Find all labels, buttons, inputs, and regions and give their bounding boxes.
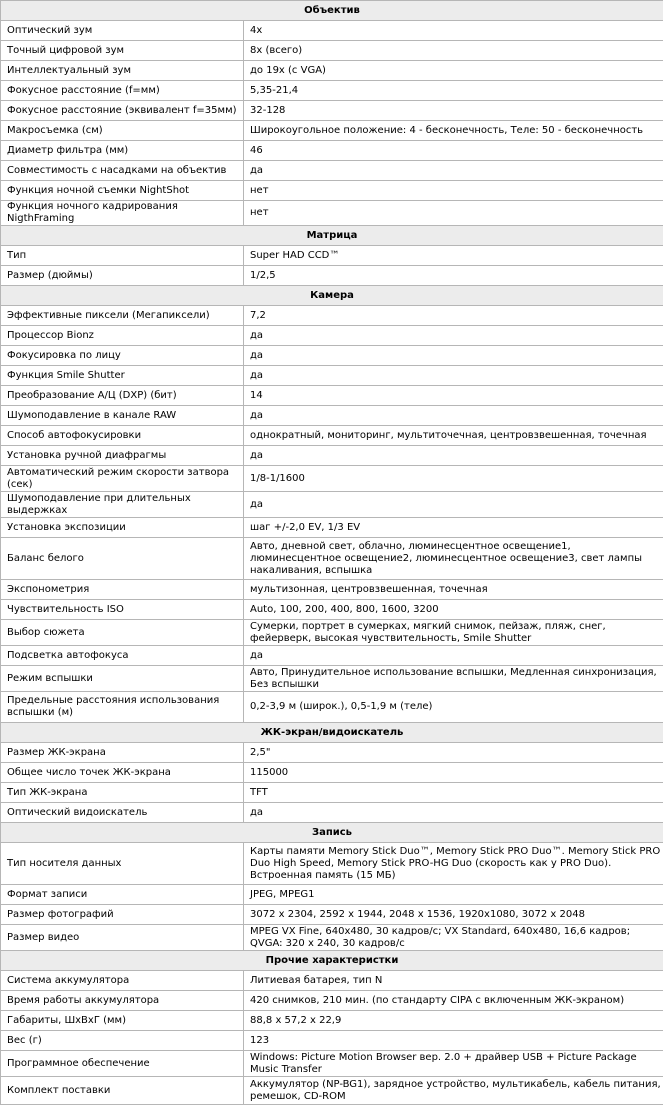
param-value: 88,8 x 57,2 x 22,9 [244, 1011, 663, 1031]
param-name: Оптический видоискатель [1, 803, 244, 823]
param-name: Оптический зум [1, 21, 244, 41]
spec-row [1, 466, 663, 492]
param-name: Процессор Bionz [1, 326, 244, 346]
param-value: 115000 [244, 763, 663, 783]
param-name: Тип носителя данных [1, 843, 244, 885]
param-value: 8x (всего) [244, 41, 663, 61]
param-name: Предельные расстояния использования вспышки (м) [1, 692, 244, 723]
spec-row [1, 41, 663, 61]
param-name: Функция Smile Shutter [1, 366, 244, 386]
param-value: Аккумулятор (NP-BG1), зарядное устройство, мультикабель, кабель питания, ремешок, CD-ROM [244, 1077, 663, 1105]
section-header [1, 1, 663, 21]
param-name: Функция ночного кадрирования NigthFraming [1, 201, 244, 226]
spec-row [1, 161, 663, 181]
param-name: Габариты, ШхВхГ (мм) [1, 1011, 244, 1031]
param-value: да [244, 406, 663, 426]
param-name: Система аккумулятора [1, 971, 244, 991]
param-value: JPEG, MPEG1 [244, 885, 663, 905]
section-header [1, 286, 663, 306]
param-value: да [244, 492, 663, 518]
param-name: Точный цифровой зум [1, 41, 244, 61]
spec-row [1, 743, 663, 763]
param-value: нет [244, 201, 663, 226]
param-value: 123 [244, 1031, 663, 1051]
spec-row [1, 492, 663, 518]
spec-row [1, 925, 663, 951]
spec-row [1, 763, 663, 783]
spec-row [1, 386, 663, 406]
param-name: Преобразование А/Ц (DXP) (бит) [1, 386, 244, 406]
spec-row [1, 121, 663, 141]
spec-row [1, 1051, 663, 1077]
param-name: Диаметр фильтра (мм) [1, 141, 244, 161]
param-value: Super HAD CCD™ [244, 246, 663, 266]
param-name: Фокусное расстояние (эквивалент f=35мм) [1, 101, 244, 121]
param-name: Совместимость с насадками на объектив [1, 161, 244, 181]
section-title: Запись [1, 823, 663, 843]
param-value: до 19x (с VGA) [244, 61, 663, 81]
param-name: Формат записи [1, 885, 244, 905]
param-name: Размер (дюймы) [1, 266, 244, 286]
param-name: Чувствительность ISO [1, 600, 244, 620]
spec-row [1, 646, 663, 666]
section-title: Матрица [1, 226, 663, 246]
param-name: Тип [1, 246, 244, 266]
param-name: Время работы аккумулятора [1, 991, 244, 1011]
param-value: да [244, 366, 663, 386]
param-name: Фокусное расстояние (f=мм) [1, 81, 244, 101]
param-value: да [244, 646, 663, 666]
param-value: 14 [244, 386, 663, 406]
param-name: Установка ручной диафрагмы [1, 446, 244, 466]
spec-row [1, 306, 663, 326]
spec-row [1, 101, 663, 121]
param-name: Шумоподавление при длительных выдержках [1, 492, 244, 518]
param-value: однократный, мониторинг, мультиточечная, центровзвешенная, точечная [244, 426, 663, 446]
spec-row [1, 692, 663, 723]
spec-row [1, 991, 663, 1011]
param-name: Общее число точек ЖК-экрана [1, 763, 244, 783]
param-name: Экспонометрия [1, 580, 244, 600]
section-header [1, 226, 663, 246]
spec-row [1, 1077, 663, 1105]
spec-row [1, 21, 663, 41]
param-value: да [244, 326, 663, 346]
param-value: шаг +/-2,0 EV, 1/3 EV [244, 518, 663, 538]
spec-row [1, 843, 663, 885]
param-value: Сумерки, портрет в сумерках, мягкий снимок, пейзаж, пляж, снег, фейерверк, высокая чувствительность, Smile Shutter [244, 620, 663, 646]
section-header [1, 723, 663, 743]
param-name: Функция ночной съемки NightShot [1, 181, 244, 201]
section-header [1, 823, 663, 843]
spec-row [1, 406, 663, 426]
param-name: Режим вспышки [1, 666, 244, 692]
param-name: Тип ЖК-экрана [1, 783, 244, 803]
param-name: Автоматический режим скорости затвора (сек) [1, 466, 244, 492]
spec-row [1, 803, 663, 823]
param-name: Макросъемка (см) [1, 121, 244, 141]
spec-row [1, 1011, 663, 1031]
spec-row [1, 181, 663, 201]
section-title: Прочие характеристки [1, 951, 663, 971]
param-value: 5,35-21,4 [244, 81, 663, 101]
spec-row [1, 326, 663, 346]
param-value: Windows: Picture Motion Browser вер. 2.0 + драйвер USB + Picture Package Music Transfer [244, 1051, 663, 1077]
param-value: нет [244, 181, 663, 201]
param-value: Литиевая батарея, тип N [244, 971, 663, 991]
param-value: Auto, 100, 200, 400, 800, 1600, 3200 [244, 600, 663, 620]
param-value: MPEG VX Fine, 640x480, 30 кадров/с; VX Standard, 640x480, 16,6 кадров; QVGA: 320 x 240, 30 кадров/с [244, 925, 663, 951]
param-value: 7,2 [244, 306, 663, 326]
section-header [1, 951, 663, 971]
param-value: Авто, дневной свет, облачно, люминесцентное освещение1, люминесцентное освещение2, люминесцентное освещение3, свет лампы накаливания, вспышка [244, 538, 663, 580]
param-value: Карты памяти Memory Stick Duo™, Memory Stick PRO Duo™. Memory Stick PRO Duo High Speed, Memory Stick PRO-HG Duo (скорость как у PRO Duo). Встроенная память (15 МБ) [244, 843, 663, 885]
param-name: Комплект поставки [1, 1077, 244, 1105]
spec-table-body [1, 1, 663, 1105]
spec-row [1, 346, 663, 366]
section-title: Камера [1, 286, 663, 306]
param-name: Программное обеспечение [1, 1051, 244, 1077]
param-value: 420 снимков, 210 мин. (по стандарту CIPA с включенным ЖК-экраном) [244, 991, 663, 1011]
param-value: 2,5" [244, 743, 663, 763]
param-name: Интеллектуальный зум [1, 61, 244, 81]
param-name: Размер видео [1, 925, 244, 951]
param-value: 32-128 [244, 101, 663, 121]
param-name: Подсветка автофокуса [1, 646, 244, 666]
param-name: Выбор сюжета [1, 620, 244, 646]
param-name: Размер фотографий [1, 905, 244, 925]
param-value: мультизонная, центровзвешенная, точечная [244, 580, 663, 600]
param-value: Широкоугольное положение: 4 - бесконечность, Теле: 50 - бесконечность [244, 121, 663, 141]
spec-row [1, 141, 663, 161]
param-value: 1/8-1/1600 [244, 466, 663, 492]
spec-row [1, 600, 663, 620]
param-value: 4x [244, 21, 663, 41]
spec-row [1, 905, 663, 925]
param-value: да [244, 346, 663, 366]
spec-row [1, 366, 663, 386]
param-value: да [244, 803, 663, 823]
spec-row [1, 885, 663, 905]
spec-row [1, 620, 663, 646]
spec-row [1, 246, 663, 266]
param-value: да [244, 446, 663, 466]
param-name: Эффективные пиксели (Мегапиксели) [1, 306, 244, 326]
param-name: Вес (г) [1, 1031, 244, 1051]
spec-row [1, 1031, 663, 1051]
param-value: Авто, Принудительное использование вспышки, Медленная синхронизация, Без вспышки [244, 666, 663, 692]
param-value: 0,2-3,9 м (широк.), 0,5-1,9 м (теле) [244, 692, 663, 723]
param-name: Шумоподавление в канале RAW [1, 406, 244, 426]
param-name: Установка экспозиции [1, 518, 244, 538]
spec-row [1, 201, 663, 226]
spec-row [1, 61, 663, 81]
spec-row [1, 538, 663, 580]
param-value: 1/2,5 [244, 266, 663, 286]
section-title: Объектив [1, 1, 663, 21]
spec-row [1, 446, 663, 466]
spec-row [1, 580, 663, 600]
param-name: Способ автофокусировки [1, 426, 244, 446]
param-value: 46 [244, 141, 663, 161]
param-value: TFT [244, 783, 663, 803]
section-title: ЖК-экран/видоискатель [1, 723, 663, 743]
spec-row [1, 81, 663, 101]
param-name: Фокусировка по лицу [1, 346, 244, 366]
spec-row [1, 266, 663, 286]
spec-row [1, 518, 663, 538]
spec-row [1, 971, 663, 991]
spec-row [1, 426, 663, 446]
param-name: Баланс белого [1, 538, 244, 580]
spec-row [1, 783, 663, 803]
param-value: да [244, 161, 663, 181]
param-value: 3072 x 2304, 2592 x 1944, 2048 x 1536, 1920x1080, 3072 x 2048 [244, 905, 663, 925]
spec-row [1, 666, 663, 692]
param-name: Размер ЖК-экрана [1, 743, 244, 763]
